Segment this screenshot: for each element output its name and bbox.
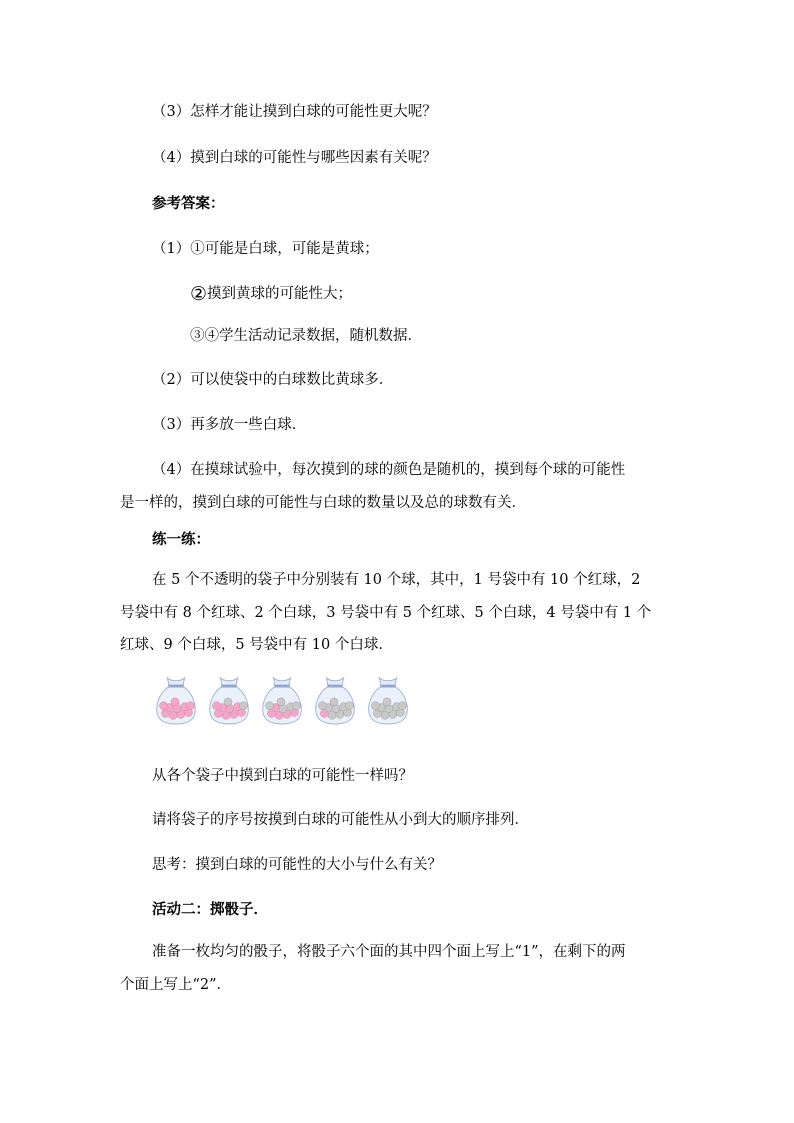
ball-bag-2 — [205, 672, 253, 726]
white-ball — [239, 702, 247, 710]
bag-tie — [168, 685, 183, 688]
white-ball — [398, 702, 406, 710]
red-ball — [159, 702, 167, 710]
white-ball — [318, 702, 326, 710]
answer-4-line-1: （4）在摸球试验中，每次摸到的球的颜色是随机的，摸到每个球的可能性 — [152, 462, 626, 478]
answer-4-line-2: 是一样的，摸到白球的可能性与白球的数量以及总的球数有关． — [120, 495, 526, 511]
red-ball — [212, 702, 220, 710]
white-ball — [330, 698, 338, 706]
ball-bag-5 — [364, 672, 412, 726]
bag-tie — [274, 685, 289, 688]
activity-2-line-1: 准备一枚均匀的骰子，将骰子六个面的其中四个面上写上“1”，在剩下的两 — [152, 944, 626, 960]
answer-1-line-2-text: 摸到黄球的可能性大； — [207, 286, 353, 302]
white-ball — [292, 702, 300, 710]
bag-tie — [327, 685, 342, 688]
ball-bag-4 — [311, 672, 359, 726]
white-ball — [345, 702, 353, 710]
question-order-bags: 请将袋子的序号按摸到白球的可能性从小到大的顺序排列． — [152, 812, 529, 828]
ball-bag-3 — [258, 672, 306, 726]
white-ball — [383, 698, 391, 706]
answers-heading: 参考答案： — [152, 195, 225, 212]
red-ball — [186, 702, 194, 710]
ball-bag-1 — [152, 672, 200, 726]
circled-number-2: ② — [190, 283, 208, 305]
question-4: （4）摸到白球的可能性与哪些因素有关呢？ — [152, 150, 437, 166]
practice-line-2: 号袋中有 8 个红球、2 个白球，3 号袋中有 5 个红球、5 个白球，4 号袋中有 1 个 — [120, 605, 652, 621]
white-ball — [265, 702, 273, 710]
bag-tie — [221, 685, 236, 688]
practice-line-1: 在 5 个不透明的袋子中分别装有 10 个球，其中，1 号袋中有 10 个红球，2 — [152, 572, 641, 588]
white-ball — [224, 698, 232, 706]
practice-line-3: 红球、9 个白球，5 号袋中有 10 个白球． — [120, 637, 393, 653]
red-ball — [171, 698, 179, 706]
think-question: 思考：摸到白球的可能性的大小与什么有关？ — [152, 857, 442, 873]
answer-1-line-2 — [190, 284, 352, 304]
answer-1-line-3: ③④学生活动记录数据，随机数据． — [190, 328, 422, 344]
white-ball — [277, 698, 285, 706]
question-3: （3）怎样才能让摸到白球的可能性更大呢？ — [152, 104, 437, 120]
practice-heading: 练一练： — [152, 531, 210, 548]
bag-tie — [380, 685, 395, 688]
white-ball — [371, 702, 379, 710]
answer-2: （2）可以使袋中的白球数比黄球多． — [152, 372, 394, 388]
question-same-possibility: 从各个袋子中摸到白球的可能性一样吗？ — [152, 768, 413, 784]
activity-2-heading: 活动二：掷骰子． — [152, 901, 268, 918]
activity-2-line-2: 个面上写上“2”． — [120, 977, 232, 993]
answer-1-line-1: （1）①可能是白球，可能是黄球； — [152, 241, 379, 257]
answer-3: （3）再多放一些白球． — [152, 417, 307, 433]
ball-bags-illustration — [152, 672, 422, 728]
